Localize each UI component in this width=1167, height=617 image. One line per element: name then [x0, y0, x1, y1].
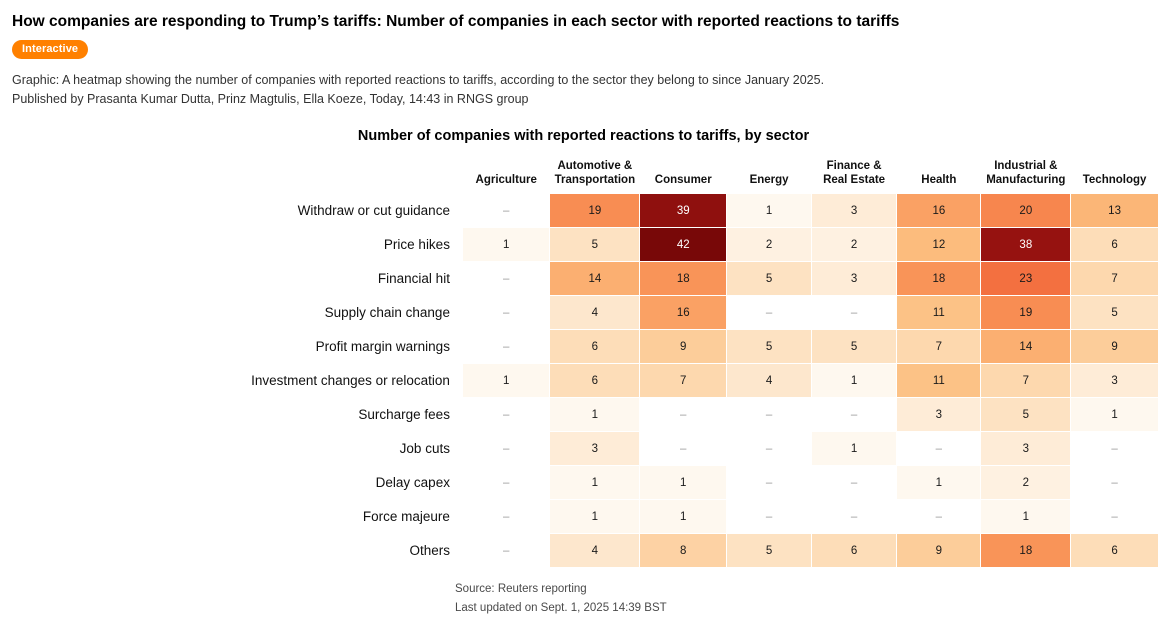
heatmap-cell[interactable]: 4: [727, 364, 811, 397]
table-row: [215, 432, 1158, 465]
heatmap-cell[interactable]: 20: [981, 194, 1070, 227]
column-header: Consumer: [654, 174, 712, 186]
heatmap-cell[interactable]: 1: [1071, 398, 1158, 431]
heatmap-cell[interactable]: –: [1071, 500, 1158, 533]
heatmap-cell[interactable]: 2: [727, 228, 811, 261]
heatmap-cell[interactable]: 7: [640, 364, 726, 397]
heatmap-cell[interactable]: 19: [981, 296, 1070, 329]
heatmap-cell[interactable]: –: [727, 398, 811, 431]
column-header: Automotive & Transportation: [554, 159, 636, 186]
column-header: Technology: [1082, 174, 1147, 186]
heatmap-cell[interactable]: –: [897, 432, 980, 465]
description-byline: Published by Prasanta Kumar Dutta, Prinz Magtulis, Ella Koeze, Today, 14:43 in RNGS group: [12, 91, 529, 106]
heatmap-cell[interactable]: –: [463, 398, 549, 431]
heatmap-cell[interactable]: 4: [550, 296, 639, 329]
heatmap-cell[interactable]: 9: [1071, 330, 1158, 363]
table-row: [215, 296, 1158, 329]
heatmap-cell[interactable]: 1: [812, 432, 896, 465]
heatmap-head: [215, 159, 1158, 194]
column-header: Finance & Real Estate: [823, 159, 886, 186]
heatmap-cell[interactable]: 1: [463, 364, 549, 397]
table-row: [215, 330, 1158, 363]
heatmap-cell[interactable]: 1: [463, 228, 549, 261]
heatmap-cell[interactable]: 6: [1071, 534, 1158, 567]
column-header: Energy: [749, 174, 789, 186]
heatmap-cell[interactable]: –: [812, 398, 896, 431]
heatmap-cell[interactable]: 7: [897, 330, 980, 363]
heatmap-cell[interactable]: –: [727, 466, 811, 499]
heatmap-cell[interactable]: 13: [1071, 194, 1158, 227]
heatmap-cell[interactable]: 9: [640, 330, 726, 363]
heatmap-cell[interactable]: 1: [812, 364, 896, 397]
heatmap-cell[interactable]: –: [463, 500, 549, 533]
page-title: How companies are responding to Trump’s tariffs: Number of companies in each sector with reported reactions to tariffs: [12, 13, 900, 30]
heatmap-cell[interactable]: 5: [550, 228, 639, 261]
heatmap-cell[interactable]: –: [463, 296, 549, 329]
row-header: Withdraw or cut guidance: [297, 203, 450, 219]
heatmap-cell[interactable]: –: [463, 330, 549, 363]
heatmap-cell[interactable]: 5: [981, 398, 1070, 431]
heatmap-cell[interactable]: –: [1071, 466, 1158, 499]
heatmap-cell[interactable]: 1: [727, 194, 811, 227]
heatmap-cell[interactable]: –: [463, 194, 549, 227]
last-updated-note: Last updated on Sept. 1, 2025 14:39 BST: [455, 601, 667, 614]
heatmap-cell[interactable]: 16: [897, 194, 980, 227]
heatmap-cell[interactable]: 14: [981, 330, 1070, 363]
status-badge: Interactive: [12, 40, 88, 59]
heatmap-cell[interactable]: 6: [550, 364, 639, 397]
heatmap-cell[interactable]: –: [640, 398, 726, 431]
heatmap-cell[interactable]: 3: [981, 432, 1070, 465]
heatmap-cell[interactable]: –: [463, 432, 549, 465]
row-header: Supply chain change: [324, 305, 450, 321]
heatmap-cell[interactable]: –: [1071, 432, 1158, 465]
heatmap-cell[interactable]: 2: [981, 466, 1070, 499]
source-note: Source: Reuters reporting: [455, 583, 587, 596]
heatmap-cell[interactable]: 42: [640, 228, 726, 261]
graphic-description: [12, 71, 1159, 107]
chart-footer: [455, 580, 1159, 617]
heatmap-cell[interactable]: 19: [550, 194, 639, 227]
heatmap-cell[interactable]: 3: [1071, 364, 1158, 397]
heatmap-cell[interactable]: –: [812, 466, 896, 499]
table-row: [215, 228, 1158, 261]
heatmap-cell[interactable]: –: [812, 500, 896, 533]
heatmap-cell[interactable]: –: [727, 500, 811, 533]
heatmap-cell[interactable]: 2: [812, 228, 896, 261]
heatmap-cell[interactable]: 11: [897, 364, 980, 397]
row-header: Job cuts: [399, 441, 450, 457]
heatmap-cell[interactable]: 1: [550, 398, 639, 431]
heatmap-cell[interactable]: 5: [812, 330, 896, 363]
column-header: Health: [921, 174, 957, 186]
heatmap-cell[interactable]: 1: [550, 500, 639, 533]
heatmap-cell[interactable]: 38: [981, 228, 1070, 261]
heatmap-cell[interactable]: –: [727, 296, 811, 329]
heatmap-cell[interactable]: 5: [1071, 296, 1158, 329]
corner-cell: [215, 159, 462, 194]
table-row: [215, 262, 1158, 295]
row-header: Surcharge fees: [358, 407, 450, 423]
heatmap-cell[interactable]: 1: [640, 500, 726, 533]
heatmap-table: [214, 158, 1159, 569]
heatmap-cell[interactable]: –: [897, 500, 980, 533]
heatmap-cell[interactable]: 18: [897, 262, 980, 295]
heatmap-cell[interactable]: 1: [640, 466, 726, 499]
heatmap-cell[interactable]: 3: [812, 194, 896, 227]
description-line-1: Graphic: A heatmap showing the number of companies with reported reactions to tariffs, according to the sector they belong to since January 2025.: [12, 73, 825, 88]
heatmap-cell[interactable]: 39: [640, 194, 726, 227]
table-row: [215, 194, 1158, 227]
heatmap-cell[interactable]: –: [640, 432, 726, 465]
heatmap-cell[interactable]: 6: [812, 534, 896, 567]
row-header: Others: [409, 543, 450, 559]
row-header: Force majeure: [362, 509, 450, 525]
heatmap-cell[interactable]: 18: [640, 262, 726, 295]
heatmap-cell[interactable]: 1: [550, 466, 639, 499]
row-header: Delay capex: [375, 475, 450, 491]
heatmap-cell[interactable]: 7: [1071, 262, 1158, 295]
row-header: Investment changes or relocation: [251, 373, 450, 389]
heatmap-cell[interactable]: 3: [550, 432, 639, 465]
table-row: [215, 534, 1158, 567]
chart-title: Number of companies with reported reactions to tariffs, by sector: [357, 127, 810, 144]
heatmap-cell[interactable]: 18: [981, 534, 1070, 567]
heatmap-cell[interactable]: –: [812, 296, 896, 329]
heatmap-cell[interactable]: 14: [550, 262, 639, 295]
heatmap-cell[interactable]: 11: [897, 296, 980, 329]
heatmap-cell[interactable]: 4: [550, 534, 639, 567]
heatmap-cell[interactable]: –: [727, 432, 811, 465]
heatmap-cell[interactable]: 9: [897, 534, 980, 567]
table-row: [215, 364, 1158, 397]
badge-row: [12, 39, 1159, 59]
table-row: [215, 398, 1158, 431]
heatmap-body: [215, 194, 1158, 567]
heatmap-cell[interactable]: 5: [727, 262, 811, 295]
row-header: Price hikes: [383, 237, 450, 253]
heatmap-cell[interactable]: –: [463, 534, 549, 567]
column-header: Industrial & Manufacturing: [986, 159, 1066, 186]
heatmap-cell[interactable]: 5: [727, 330, 811, 363]
heatmap-cell[interactable]: 1: [897, 466, 980, 499]
heatmap-cell[interactable]: 3: [897, 398, 980, 431]
heatmap-cell[interactable]: 8: [640, 534, 726, 567]
heatmap-cell[interactable]: 3: [812, 262, 896, 295]
heatmap-cell[interactable]: 1: [981, 500, 1070, 533]
table-row: [215, 500, 1158, 533]
heatmap-cell[interactable]: 12: [897, 228, 980, 261]
table-row: [215, 466, 1158, 499]
heatmap-cell[interactable]: 5: [727, 534, 811, 567]
heatmap-cell[interactable]: 16: [640, 296, 726, 329]
heatmap-cell[interactable]: 7: [981, 364, 1070, 397]
heatmap-cell[interactable]: –: [463, 466, 549, 499]
row-header: Profit margin warnings: [315, 339, 450, 355]
heatmap-header-row: [215, 159, 1158, 194]
row-header: Financial hit: [377, 271, 450, 287]
heatmap-cell[interactable]: 23: [981, 262, 1070, 295]
heatmap-cell[interactable]: 6: [1071, 228, 1158, 261]
heatmap-cell[interactable]: 6: [550, 330, 639, 363]
heatmap-container: [8, 158, 1159, 569]
column-header: Agriculture: [475, 174, 537, 186]
heatmap-cell[interactable]: –: [463, 262, 549, 295]
